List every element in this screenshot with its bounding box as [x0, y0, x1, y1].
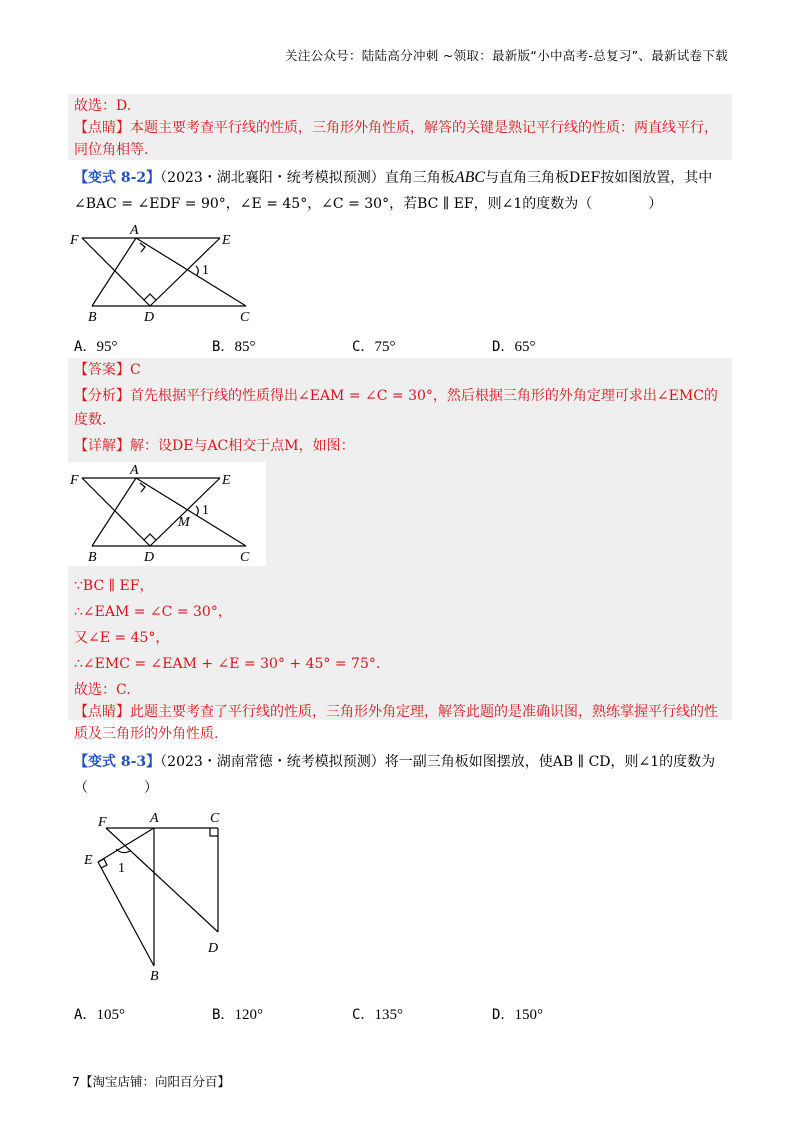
label-e: E — [222, 233, 231, 248]
line-fd — [106, 828, 218, 932]
label-c: C — [210, 811, 220, 826]
q82-solution-figure — [66, 462, 266, 566]
label-b: B — [150, 969, 159, 984]
label-d: D — [208, 941, 219, 956]
q82-analysis-1: 【分析】首先根据平行线的性质得出∠EAM = ∠C = 30°，然后根据三角形的外角定理可求出∠EMC的 — [74, 388, 718, 404]
label-1: 1 — [202, 503, 209, 518]
label-1: 1 — [202, 263, 209, 278]
label-a: A — [130, 463, 139, 478]
q82-figure — [66, 222, 266, 326]
q82-step-3: 又∠E = 45°， — [74, 630, 170, 646]
label-d: D — [144, 310, 155, 325]
angle-1-arc — [196, 266, 198, 275]
label-c: C — [240, 310, 250, 325]
label-m: M — [178, 515, 190, 530]
q82-answer: 【答案】C — [74, 362, 141, 378]
q82-detail-1: 【详解】解：设DE与AC相交于点M，如图： — [74, 438, 355, 454]
q82-stem-line-1 — [74, 168, 712, 188]
right-angle-c — [210, 828, 218, 836]
prev-comment-line-2: 同位角相等. — [74, 142, 149, 158]
comment-text: 本题主要考查平行线的性质，三角形外角性质，解答的关键是熟记平行线的性质：两直线平行， — [130, 120, 718, 136]
q83-stem-line-2: （ ） — [74, 780, 158, 796]
label-c: C — [240, 550, 250, 565]
q82-comment-1: 【点睛】此题主要考查了平行线的性质，三角形外角定理，解答此题的是准确识图，熟练掌握平行线的性 — [74, 704, 718, 720]
label-f: F — [70, 473, 79, 488]
right-angle-a — [140, 243, 145, 252]
page-footer: 7【淘宝店铺：向阳百分百】 — [72, 1074, 230, 1089]
q82-option-a[interactable]: A．95° — [74, 339, 118, 355]
q83-option-d[interactable]: D．150° — [492, 1007, 543, 1023]
q83-option-b[interactable]: B．120° — [212, 1007, 263, 1023]
q82-tag: 【变式 8-2】 — [74, 170, 161, 186]
comment-tag: 【点睛】 — [74, 120, 130, 136]
q83-figure — [76, 804, 236, 984]
label-f: F — [70, 233, 79, 248]
q83-tag: 【变式 8-3】 — [74, 754, 161, 770]
q82-option-b[interactable]: B．85° — [212, 339, 256, 355]
line-eb — [98, 862, 154, 966]
label-e: E — [222, 473, 231, 488]
label-b: B — [88, 550, 97, 565]
q82-analysis-2: 度数. — [74, 412, 107, 428]
prev-answer: 故选：D. — [74, 98, 132, 114]
label-a: A — [150, 811, 159, 826]
page-header: 关注公众号：陆陆高分冲刺 ~领取：最新版“小中高考-总复习”、最新试卷下载 — [284, 48, 728, 63]
q82-step-4: ∴∠EMC = ∠EAM + ∠E = 30° + 45° = 75°. — [74, 656, 381, 672]
label-b: B — [88, 310, 97, 325]
q82-option-d[interactable]: D．65° — [492, 339, 536, 355]
label-d: D — [144, 550, 155, 565]
q82-choose: 故选：C. — [74, 682, 131, 698]
label-e: E — [84, 853, 93, 868]
line-ea — [98, 828, 154, 862]
q82-stem-line-2: ∠BAC = ∠EDF = 90°，∠E = 45°，∠C = 30°，若BC ∥ EF，则∠1的度数为（ ） — [74, 196, 663, 212]
right-angle-d — [144, 294, 156, 300]
label-a: A — [130, 223, 139, 238]
q82-stem-a: （2023・湖北襄阳・统考模拟预测）直角三角板 — [160, 170, 455, 186]
line-fd — [82, 238, 150, 306]
q82-abc: ABC — [454, 169, 486, 186]
label-1: 1 — [118, 861, 125, 876]
q83-option-a[interactable]: A．105° — [74, 1007, 125, 1023]
q82-step-2: ∴∠EAM = ∠C = 30°， — [74, 604, 232, 620]
q83-stem-line-1: 【变式 8-3】（2023・湖南常德・统考模拟预测）将一副三角板如图摆放，使AB ∥ CD，则∠1的度数为 — [74, 754, 716, 770]
q82-option-c[interactable]: C．75° — [352, 339, 396, 355]
label-f: F — [98, 815, 107, 830]
line-ba — [92, 238, 136, 306]
q82-comment-2: 质及三角形的外角性质. — [74, 726, 219, 742]
q82-stem-b: 与直角三角板DEF按如图放置，其中 — [485, 170, 713, 186]
prev-comment-line-1 — [74, 118, 718, 138]
line-de — [150, 238, 220, 306]
q82-step-1: ∵BC ∥ EF， — [74, 578, 154, 594]
q83-option-c[interactable]: C．135° — [352, 1007, 403, 1023]
